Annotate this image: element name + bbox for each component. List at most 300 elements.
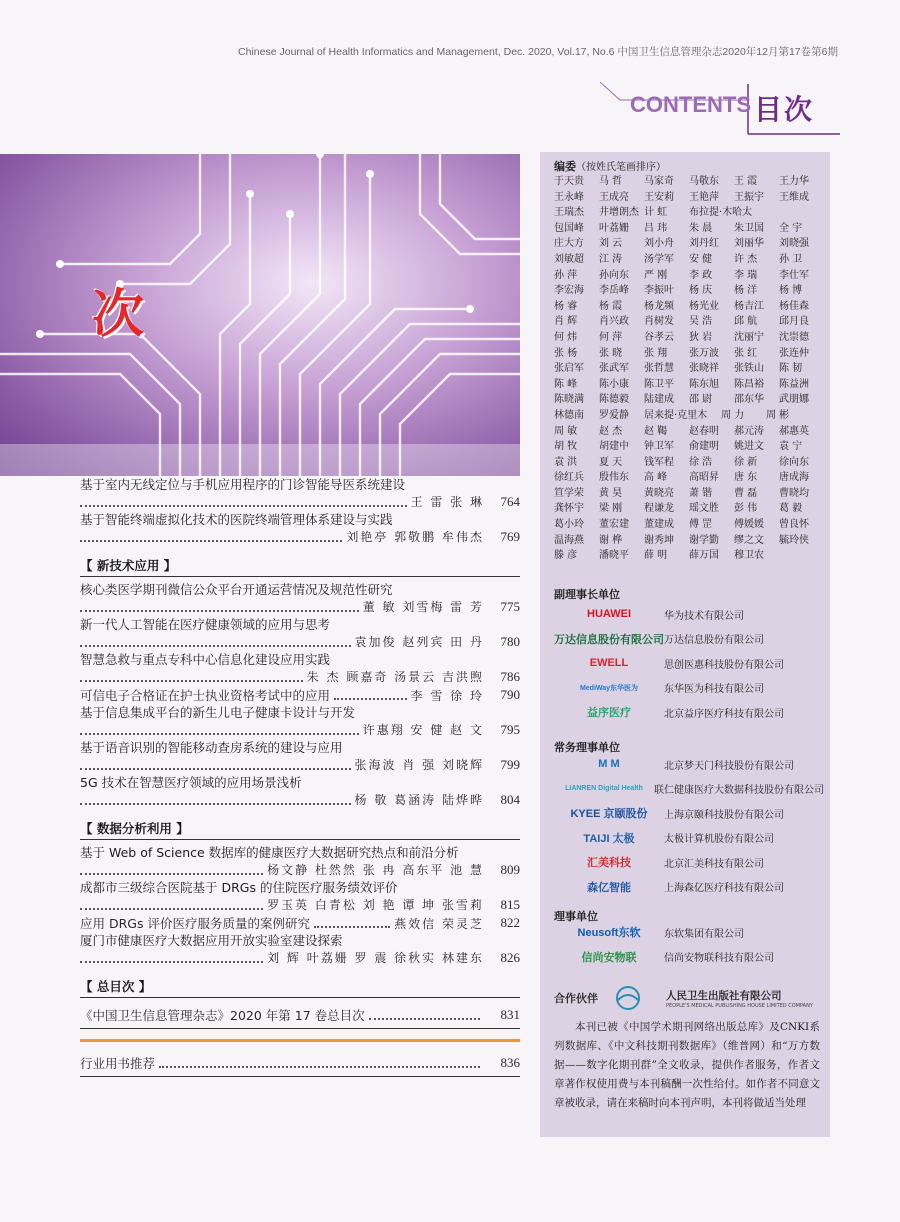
partner-logo <box>666 988 813 1009</box>
toc-entry[interactable] <box>80 739 520 774</box>
board-member-name: 布拉提·木哈太 <box>689 207 753 219</box>
board-member-name: 穆卫农 <box>734 550 764 562</box>
toc-entry[interactable] <box>80 914 520 932</box>
board-row <box>554 283 824 299</box>
entry-title: 可信电子合格证在护士执业资格考试中的应用 <box>80 688 331 703</box>
board-title: 编委 <box>554 160 576 173</box>
board-member-name: 缪之文 <box>734 534 764 546</box>
board-member-name: 邱月良 <box>779 316 809 328</box>
entry-title: 行业用书推荐 <box>80 1056 156 1071</box>
company-logo <box>554 802 664 824</box>
orange-divider <box>80 1039 520 1042</box>
board-member-name: 邱 航 <box>734 316 758 328</box>
board-member-name: 杨 博 <box>779 285 803 297</box>
sponsor-unit <box>554 826 824 850</box>
sponsor-unit <box>554 850 824 874</box>
sponsor-unit <box>554 801 824 825</box>
board-member-name: 邵 尉 <box>689 394 713 406</box>
company-logo-text: Neusoft东软 <box>577 927 641 939</box>
entry-author-line <box>80 493 520 511</box>
board-member-name: 黄 昊 <box>599 487 623 499</box>
entry-title: 核心类医学期刊微信公众平台开通运营情况及规范性研究 <box>80 582 393 597</box>
board-member-name: 吕 玮 <box>644 222 668 234</box>
board-member-name: 王成亮 <box>599 191 629 203</box>
board-member-name: 孙向东 <box>599 269 629 281</box>
board-member-name: 薛万国 <box>689 550 719 562</box>
board-member-name: 张晓祥 <box>689 363 719 375</box>
company-name: 华为技术有限公司 <box>664 610 744 622</box>
section-data-analysis: 【 数据分析利用 】 <box>80 819 520 840</box>
leader-dots <box>80 725 359 735</box>
company-logo <box>554 946 664 968</box>
board-member-name: 王力华 <box>779 176 809 187</box>
entry-page: 809 <box>500 862 520 877</box>
divider <box>80 1028 520 1029</box>
board-member-name: 杨 洋 <box>734 285 758 297</box>
hero-circuit-image <box>0 154 520 476</box>
board-member-name: 王振宇 <box>734 191 764 203</box>
company-logo <box>554 652 664 674</box>
entry-authors: 罗玉英 白青松 刘 艳 谭 坤 张雪莉 <box>267 898 484 912</box>
sponsor-unit <box>554 676 824 700</box>
company-name: 万达信息股份有限公司 <box>664 635 764 646</box>
board-member-name: 陈卫平 <box>644 378 674 390</box>
entry-page: 831 <box>500 1007 520 1022</box>
company-logo <box>554 921 664 943</box>
board-row <box>554 517 824 533</box>
entry-title: 基于信息集成平台的新生儿电子健康卡设计与开发 <box>80 705 356 720</box>
entry-page: 822 <box>500 915 520 930</box>
sponsor-unit <box>554 700 824 724</box>
board-row <box>554 346 824 362</box>
board-member-name: 周 力 <box>721 409 745 421</box>
contents-title-zh: 目次 <box>754 93 815 126</box>
board-member-name: 程谦龙 <box>644 503 674 515</box>
toc-entry[interactable] <box>80 704 520 739</box>
company-logo-text: EWELL <box>589 657 629 669</box>
entry-author-line <box>80 861 520 879</box>
entry-authors: 燕效信 荣灵芝 <box>394 916 484 931</box>
board-member-name: 张 红 <box>734 347 758 359</box>
board-member-name: 武朋娜 <box>779 394 809 406</box>
board-member-name: 陈 峰 <box>554 378 578 390</box>
board-member-name: 薛 明 <box>644 550 668 562</box>
board-member-name: 陈晓满 <box>554 394 584 406</box>
entry-page: 804 <box>500 792 520 807</box>
board-member-name: 许 杰 <box>734 253 758 265</box>
board-member-name: 李宏海 <box>554 285 584 297</box>
board-member-name: 滕 彦 <box>554 550 578 562</box>
entry-title: 新一代人工智能在医疗健康领域的应用与思考 <box>80 617 331 632</box>
board-member-name: 瑶文胜 <box>689 503 719 515</box>
board-row <box>554 299 824 315</box>
journal-info: Chinese Journal of Health Informatics and Management, Dec. 2020, Vol.17, No.6 中国卫生信息管理杂志2020年12月第17卷第6期 <box>238 46 838 58</box>
board-row <box>554 377 824 393</box>
company-name: 北京汇美科技有限公司 <box>664 858 764 870</box>
board-member-name: 徐向东 <box>779 456 809 468</box>
board-member-name: 陈东旭 <box>689 378 719 390</box>
board-member-name: 刘小舟 <box>644 238 674 250</box>
board-row <box>554 533 824 549</box>
leader-dots <box>80 795 351 805</box>
company-logo <box>554 876 664 898</box>
board-member-name: 毓玲侠 <box>779 534 809 546</box>
entry-authors: 许惠翔 安 健 赵 文 <box>362 723 484 737</box>
entry-page: 799 <box>500 757 520 772</box>
entry-authors: 王 雷 张 琳 <box>410 495 484 509</box>
board-member-name: 周 彬 <box>766 409 790 421</box>
board-member-name: 刘 云 <box>599 238 623 250</box>
company-logo <box>554 701 664 723</box>
entry-title: 厦门市健康医疗大数据应用开放实验室建设探索 <box>80 933 343 948</box>
board-member-name: 杨龙频 <box>644 300 674 312</box>
entry-authors: 朱 杰 顾嘉奇 汤景云 吉洪煦 <box>306 670 484 684</box>
sponsor-unit <box>554 777 824 801</box>
table-of-contents <box>80 476 520 1077</box>
board-member-name: 严 刚 <box>644 269 668 281</box>
board-member-name: 林德南 <box>554 409 584 421</box>
entry-title: 5G 技术在智慧医疗领域的应用场景浅析 <box>80 775 302 790</box>
company-name: 上海京颐科技股份有限公司 <box>664 809 784 821</box>
leader-dots <box>80 900 263 910</box>
board-member-name: 狄 岩 <box>689 331 713 343</box>
board-member-name: 汤学军 <box>644 253 674 265</box>
sponsor-unit <box>554 627 824 651</box>
entry-title: 基于室内无线定位与手机应用程序的门诊智能导医系统建设 <box>80 477 406 492</box>
entry-author-line <box>80 598 520 616</box>
board-member-name: 曾良怀 <box>779 519 809 531</box>
board-row <box>554 392 824 408</box>
board-row <box>554 408 824 424</box>
company-name: 北京益序医疗科技有限公司 <box>664 708 784 720</box>
toc-entry[interactable] <box>80 1050 520 1076</box>
company-logo-text: 万达信息股份有限公司 <box>554 633 664 646</box>
board-member-name: 刘敏超 <box>554 253 584 265</box>
board-member-name: 黄晓亮 <box>644 487 674 499</box>
toc-entry[interactable] <box>80 774 520 809</box>
board-member-name: 杨佳森 <box>779 300 809 312</box>
board-member-name: 袁 洪 <box>554 456 578 468</box>
company-name: 联仁健康医疗大数据科技股份有限公司 <box>654 785 824 796</box>
board-member-name: 萧 锴 <box>689 487 713 499</box>
standing-title: 常务理事单位 <box>554 741 620 754</box>
leader-dots <box>80 865 263 875</box>
entry-author-line <box>80 791 520 809</box>
leader-dots <box>80 672 303 682</box>
board-member-name: 杨 庆 <box>689 285 713 297</box>
board-member-name: 李岳峰 <box>599 285 629 297</box>
board-member-name: 陈 韧 <box>779 363 803 375</box>
board-member-name: 傅媛媛 <box>734 519 764 531</box>
board-member-name: 何 炜 <box>554 331 578 343</box>
board-member-name: 周 敏 <box>554 425 578 437</box>
board-member-name: 杨 霞 <box>599 300 623 312</box>
leader-dots <box>80 532 342 542</box>
section-general-index: 【 总目次 】 <box>80 977 520 998</box>
board-row <box>554 548 824 564</box>
entry-authors: 张海波 肖 强 刘晓辉 <box>354 758 484 772</box>
board-member-name: 叶荔姗 <box>599 222 629 234</box>
board-member-name: 夏 天 <box>599 456 623 468</box>
board-member-name: 刘晓强 <box>779 238 809 250</box>
toc-entry[interactable] <box>80 581 520 616</box>
board-row <box>554 190 824 206</box>
entry-author-line <box>80 949 520 967</box>
entry-authors: 刘艳亭 郭敬鹏 牟伟杰 <box>346 530 484 544</box>
toc-entry[interactable] <box>80 651 520 686</box>
board-member-name: 王维成 <box>779 191 809 203</box>
board-member-name: 陈德毅 <box>599 394 629 406</box>
entry-title: 应用 DRGs 评价医疗服务质量的案例研究 <box>80 916 310 931</box>
board-member-name: 张铁山 <box>734 363 764 375</box>
members-title: 理事单位 <box>554 910 598 923</box>
company-logo <box>554 827 664 849</box>
board-member-name: 居来提·克里木 <box>644 409 708 421</box>
entry-title: 《中国卫生信息管理杂志》2020 年第 17 卷总目次 <box>80 1008 365 1023</box>
board-member-name: 唐 东 <box>734 472 758 484</box>
hero-character: 次 <box>92 285 145 345</box>
partner-row <box>554 982 824 1014</box>
company-logo-text: 森亿智能 <box>587 881 631 894</box>
board-member-name: 朱卫国 <box>734 222 764 234</box>
sponsor-unit <box>554 651 824 675</box>
board-member-name: 潘晓平 <box>599 550 629 562</box>
board-member-name: 王 霞 <box>734 176 758 187</box>
board-members <box>554 174 824 564</box>
entry-title: 基于语音识别的智能移动查房系统的建设与应用 <box>80 740 343 755</box>
board-member-name: 董建成 <box>644 519 674 531</box>
company-logo-text: LIANREN Digital Health <box>565 785 643 792</box>
entry-page: 826 <box>500 950 520 965</box>
board-member-name: 杨 睿 <box>554 300 578 312</box>
sponsor-unit <box>554 920 824 944</box>
board-row <box>554 361 824 377</box>
board-member-name: 钟卫军 <box>644 441 674 453</box>
entry-page: 786 <box>500 669 520 684</box>
toc-entry[interactable] <box>80 932 520 967</box>
leader-dots <box>334 690 407 700</box>
board-row <box>554 205 824 221</box>
contents-title-en: CONTENTS <box>630 92 751 117</box>
entry-title: 智慧急救与重点专科中心信息化建设应用实践 <box>80 652 331 667</box>
board-member-name: 赵 鞨 <box>644 425 668 437</box>
partner-emblem-icon <box>610 985 646 1011</box>
leader-dots <box>369 1010 480 1020</box>
board-subtitle: （按姓氏笔画排序） <box>576 162 666 173</box>
board-row <box>554 314 824 330</box>
board-member-name: 梁 刚 <box>599 503 623 515</box>
board-member-name: 张连仲 <box>779 347 809 359</box>
board-member-name: 邵东华 <box>734 394 764 406</box>
board-member-name: 江 涛 <box>599 253 623 265</box>
entry-authors: 李 雪 徐 玲 <box>410 688 484 703</box>
board-row <box>554 424 824 440</box>
leader-dots <box>80 497 407 507</box>
board-member-name: 包国峰 <box>554 222 584 234</box>
partner-logo-text: 人民卫生出版社有限公司 <box>666 989 782 1002</box>
board-member-name: 张 翔 <box>644 347 668 359</box>
company-name: 上海森亿医疗科技有限公司 <box>664 883 784 894</box>
company-logo <box>554 628 664 650</box>
board-row <box>554 439 824 455</box>
entry-authors: 袁加俊 赵列宾 田 丹 <box>354 635 484 649</box>
company-logo-text: 信尚安物联 <box>581 951 637 964</box>
board-member-name: 刘丽华 <box>734 238 764 250</box>
company-name: 思创医惠科技股份有限公司 <box>664 659 784 671</box>
board-member-name: 罗爱静 <box>599 409 629 421</box>
sponsor-unit <box>554 875 824 899</box>
entry-title: 基于 Web of Science 数据库的健康医疗大数据研究热点和前沿分析 <box>80 845 459 860</box>
entry-authors: 董 敏 刘雪梅 雷 芳 <box>362 600 484 614</box>
board-member-name: 肖 辉 <box>554 316 578 328</box>
board-member-name: 何 萍 <box>599 331 623 343</box>
board-member-name: 陈小康 <box>599 378 629 390</box>
partner-logo-en: PEOPLE'S MEDICAL PUBLISHING HOUSE LIMITED COMPANY <box>666 1002 813 1009</box>
entry-author-line <box>80 668 520 686</box>
board-row <box>554 174 824 190</box>
company-name: 信尚安物联科技有限公司 <box>664 953 774 964</box>
board-member-name: 马 哲 <box>599 176 623 187</box>
sponsor-unit <box>554 945 824 969</box>
board-member-name: 马敬东 <box>689 176 719 187</box>
leader-dots <box>80 637 351 647</box>
board-member-name: 张启军 <box>554 363 584 375</box>
company-logo-text: HUAWEI <box>587 608 631 620</box>
company-name: 东软集团有限公司 <box>664 928 744 940</box>
board-member-name: 王永峰 <box>554 191 584 203</box>
sponsor-panel <box>540 152 830 1137</box>
board-heading <box>554 158 666 174</box>
board-row <box>554 330 824 346</box>
board-member-name: 徐 浩 <box>689 456 713 468</box>
board-member-name: 唐成海 <box>779 472 809 484</box>
board-member-name: 李仕军 <box>779 269 809 281</box>
board-member-name: 王艳萍 <box>689 191 719 203</box>
divider <box>80 1076 520 1077</box>
company-logo-text: 益序医疗 <box>587 707 631 719</box>
entry-title: 基于智能终端虚拟化技术的医院终端管理体系建设与实践 <box>80 512 393 527</box>
toc-entry[interactable] <box>80 879 520 914</box>
board-member-name: 谢 桦 <box>599 534 623 546</box>
board-row <box>554 486 824 502</box>
board-member-name: 井增朗杰 <box>599 207 639 219</box>
board-member-name: 李 政 <box>689 269 713 281</box>
board-member-name: 张 杨 <box>554 347 578 359</box>
board-member-name: 温海燕 <box>554 534 584 546</box>
board-member-name: 龚怀宇 <box>554 503 584 515</box>
board-row <box>554 268 824 284</box>
board-member-name: 王瑞杰 <box>554 207 584 219</box>
board-row <box>554 252 824 268</box>
sponsor-unit <box>554 602 824 626</box>
board-member-name: 高昭昇 <box>689 472 719 484</box>
board-member-name: 胡建中 <box>599 441 629 453</box>
entry-author-line <box>80 633 520 651</box>
board-member-name: 葛小玲 <box>554 519 584 531</box>
board-row <box>554 236 824 252</box>
board-member-name: 葛 毅 <box>779 503 803 515</box>
board-member-name: 张武军 <box>599 363 629 375</box>
board-member-name: 吴 浩 <box>689 316 713 328</box>
board-member-name: 彭 伟 <box>734 503 758 515</box>
entry-author-line <box>80 756 520 774</box>
board-member-name: 张哲慧 <box>644 363 674 375</box>
board-member-name: 李振叶 <box>644 285 674 297</box>
toc-entry[interactable] <box>80 476 520 511</box>
board-member-name: 计 虹 <box>644 207 668 219</box>
leader-dots <box>80 953 263 963</box>
entry-page: 769 <box>500 529 520 544</box>
board-member-name: 徐 新 <box>734 456 758 468</box>
board-member-name: 袁 宁 <box>779 441 803 453</box>
board-row <box>554 501 824 517</box>
company-logo <box>554 753 664 775</box>
toc-entry[interactable] <box>80 616 520 651</box>
board-member-name: 孙 萍 <box>554 269 578 281</box>
entry-author-line <box>80 896 520 914</box>
toc-entry[interactable] <box>80 511 520 546</box>
board-member-name: 陈昌裕 <box>734 378 764 390</box>
board-member-name: 谷孝云 <box>644 331 674 343</box>
circuit-lines-graphic <box>0 154 520 476</box>
company-logo-text: TAIJI 太极 <box>583 832 635 845</box>
entry-author-line <box>80 528 520 546</box>
company-name: 北京梦天门科技股份有限公司 <box>664 760 794 772</box>
board-member-name: 于天贵 <box>554 176 584 187</box>
entry-page: 775 <box>500 599 520 614</box>
board-member-name: 肖兴政 <box>599 316 629 328</box>
toc-entry[interactable] <box>80 1002 520 1028</box>
company-name: 东华医为科技有限公司 <box>664 684 764 695</box>
board-member-name: 董宏建 <box>599 519 629 531</box>
toc-entry[interactable] <box>80 686 520 704</box>
entry-page: 780 <box>500 634 520 649</box>
entry-author-line <box>80 721 520 739</box>
board-row <box>554 455 824 471</box>
company-logo-text: MediWay东华医为 <box>579 684 639 692</box>
board-member-name: 肖树发 <box>644 316 674 328</box>
board-member-name: 王安莉 <box>644 191 674 203</box>
partner-title: 合作伙伴 <box>554 992 598 1005</box>
board-member-name: 傅 罡 <box>689 519 713 531</box>
board-member-name: 姚进文 <box>734 441 764 453</box>
board-member-name: 笪学荣 <box>554 487 584 499</box>
board-row <box>554 470 824 486</box>
entry-page: 815 <box>500 897 520 912</box>
board-member-name: 杨光业 <box>689 300 719 312</box>
entry-authors: 刘 辉 叶荔姗 罗 震 徐秋实 林建东 <box>267 951 484 965</box>
board-member-name: 杨吉江 <box>734 300 764 312</box>
toc-entry[interactable] <box>80 844 520 879</box>
board-member-name: 胡 牧 <box>554 441 578 453</box>
board-member-name: 沈崇德 <box>779 331 809 343</box>
copyright-notice: 本刊已被《中国学术期刊网络出版总库》及CNKI系列数据库、《中文科技期刊数据库》（维普网）和“万方数据——数字化期刊群”全文收录，提供作者服务，作者文章著作权使用费与本刊稿酬一次性给付。如作者不同意文章被收录，请在来稿时向本刊声明，本刊将做适当处理 <box>554 1021 820 1109</box>
board-member-name: 谢秀坤 <box>644 534 674 546</box>
entry-page: 764 <box>500 494 520 509</box>
board-member-name: 张万波 <box>689 347 719 359</box>
board-member-name: 俞建明 <box>689 441 719 453</box>
board-member-name: 谢学勤 <box>689 534 719 546</box>
leader-dots <box>314 918 390 928</box>
leader-dots <box>80 602 359 612</box>
board-member-name: 赵 杰 <box>599 425 623 437</box>
company-logo-text: M M <box>598 758 620 770</box>
entry-page: 790 <box>500 687 520 702</box>
company-logo <box>554 778 654 800</box>
board-member-name: 赵春明 <box>689 425 719 437</box>
contents-banner <box>600 82 840 142</box>
company-name: 太极计算机股份有限公司 <box>664 834 774 845</box>
